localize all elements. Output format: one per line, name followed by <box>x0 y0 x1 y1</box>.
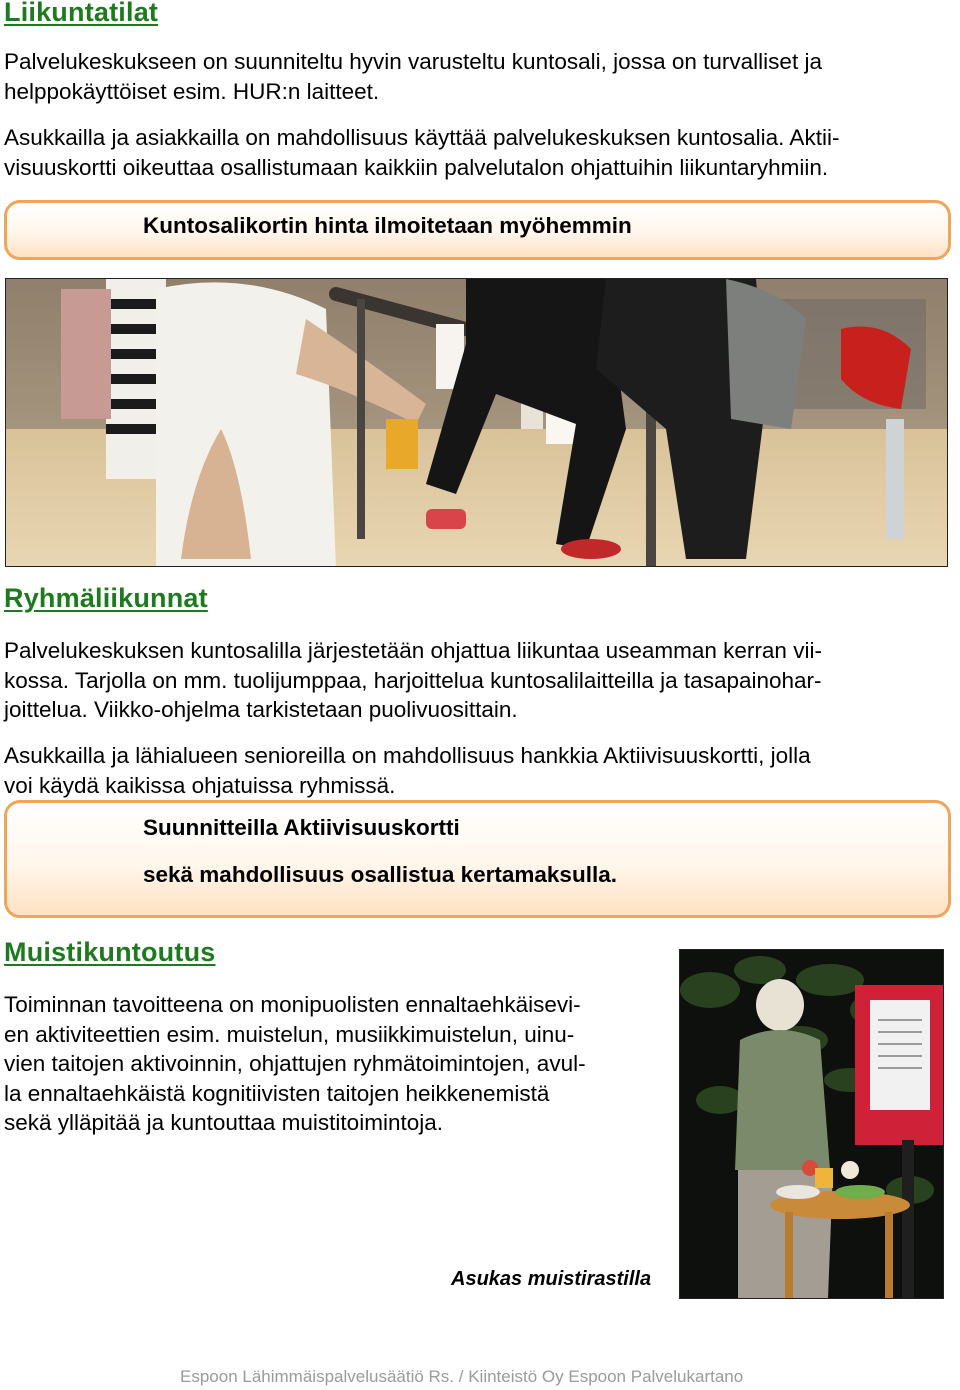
callout-text-line-1: Suunnitteilla Aktiivisuuskortti <box>143 815 460 840</box>
section-heading-ryhmaliikunnat: Ryhmäliikunnat <box>4 583 208 613</box>
text-line: helppokäyttöiset esim. HUR:n laitteet. <box>4 78 380 104</box>
muistikuntoutus-paragraph <box>4 990 586 1138</box>
ryhmaliikunnat-paragraph-1 <box>4 636 822 725</box>
callout-text-line-2: sekä mahdollisuus osallistua kertamaksulla. <box>143 862 617 887</box>
gym-card-price-callout <box>4 200 951 260</box>
text-line: kossa. Tarjolla on mm. tuolijumppaa, harjoittelua kuntosalilaitteilla ja tasapainohar- <box>4 667 822 693</box>
memory-photo-illustration <box>680 950 943 1298</box>
text-line: voi käydä kaikissa ohjatuissa ryhmissä. <box>4 772 396 798</box>
memory-station-photo <box>679 949 944 1299</box>
text-line: Palvelukeskukseen on suunniteltu hyvin varusteltu kuntosali, jossa on turvalliset ja <box>4 49 822 74</box>
text-line: vien taitojen aktivoinnin, ohjattujen ryhmätoimintojen, avul- <box>4 1051 586 1076</box>
gym-photo-illustration <box>6 279 947 566</box>
ryhmaliikunnat-paragraph-2 <box>4 741 811 800</box>
text-line: Asukkailla ja asiakkailla on mahdollisuus käyttää palvelukeskuksen kuntosalia. Aktii- <box>4 125 840 150</box>
text-line: Toiminnan tavoitteena on monipuolisten ennaltaehkäisevi- <box>4 992 581 1017</box>
section-heading-muistikuntoutus: Muistikuntoutus <box>4 937 216 967</box>
section-heading-liikuntatilat: Liikuntatilat <box>4 0 159 27</box>
callout-text: Kuntosalikortin hinta ilmoitetaan myöhemmin <box>143 213 632 238</box>
text-line: Palvelukeskuksen kuntosalilla järjestetään ohjattua liikuntaa useamman kerran vii- <box>4 638 822 663</box>
activity-card-callout <box>4 800 951 918</box>
text-line: Asukkailla ja lähialueen senioreilla on mahdollisuus hankkia Aktiivisuuskortti, jolla <box>4 743 811 768</box>
text-line: sekä ylläpitää ja kuntouttaa muistitoimintoja. <box>4 1110 443 1135</box>
text-line: joittelua. Viikko-ohjelma tarkistetaan puolivuosittain. <box>4 697 518 722</box>
gym-exercise-photo <box>5 278 948 567</box>
text-line: visuuskortti oikeuttaa osallistumaan kaikkiin palvelutalon ohjattuihin liikuntaryhmiin. <box>4 154 829 180</box>
photo-caption: Asukas muistirastilla <box>451 1268 652 1290</box>
liikuntatilat-paragraph-2 <box>4 123 839 182</box>
text-line: en aktiviteettien esim. muistelun, musiikkimuistelun, uinu- <box>4 1021 575 1047</box>
liikuntatilat-paragraph-1 <box>4 47 822 106</box>
page-footer: Espoon Lähimmäispalvelusäätiö Rs. / Kiinteistö Oy Espoon Palvelukartano <box>180 1367 744 1386</box>
text-line: la ennaltaehkäistä kognitiivisten taitojen heikkenemistä <box>4 1080 550 1106</box>
